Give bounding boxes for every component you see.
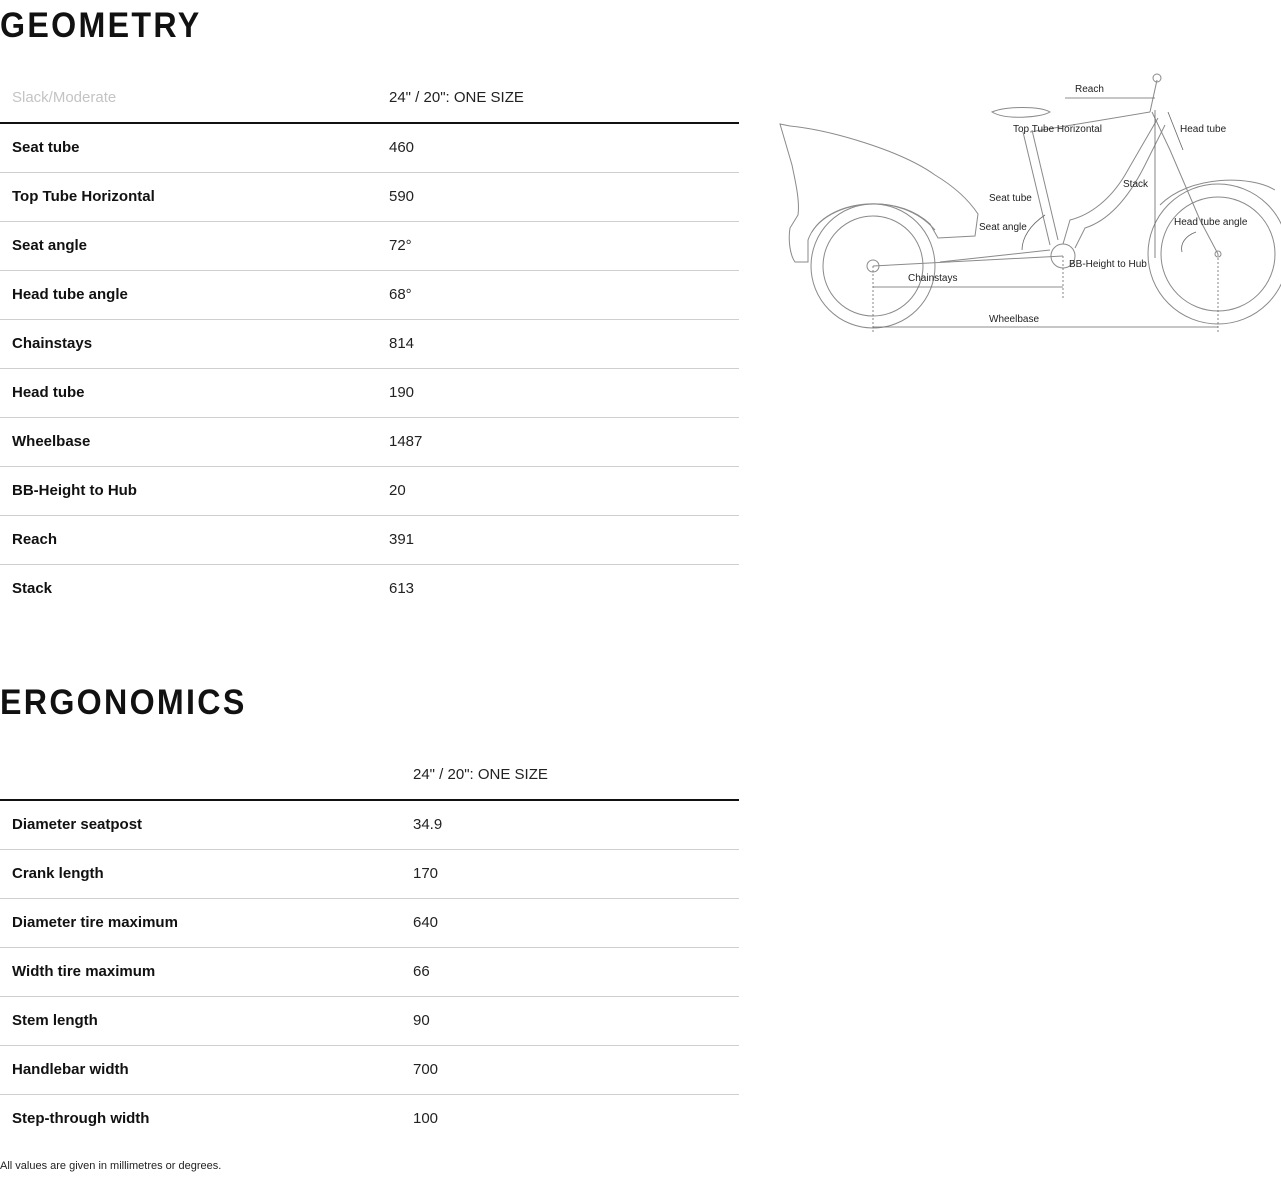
table-row	[0, 270, 739, 319]
row-value: 66	[401, 947, 739, 996]
row-value: 68°	[377, 270, 739, 319]
geometry-table-header	[0, 73, 739, 123]
row-value: 90	[401, 996, 739, 1045]
row-value: 700	[401, 1045, 739, 1094]
diagram-label-bb-height: BB-Height to Hub	[1069, 259, 1147, 270]
table-row	[0, 221, 739, 270]
row-value: 100	[413, 1110, 439, 1128]
row-label: Seat angle	[0, 221, 377, 270]
table-row	[0, 417, 739, 466]
row-label: Chainstays	[0, 319, 377, 368]
row-label: Head tube	[0, 368, 377, 417]
row-value: 170	[401, 849, 739, 898]
down-tube-lower	[1075, 125, 1165, 248]
row-label: Stack	[12, 580, 53, 598]
row-value: 640	[401, 898, 739, 947]
geometry-table	[0, 73, 739, 613]
table-row	[0, 800, 739, 849]
diagram-label-stack: Stack	[1123, 179, 1149, 190]
row-label: Diameter seatpost	[0, 800, 401, 849]
ergonomics-variant-label	[0, 750, 401, 800]
ergonomics-title: ERGONOMICS	[0, 683, 247, 722]
row-value: 1487	[377, 417, 739, 466]
row-label: Seat tube	[0, 123, 377, 172]
table-row	[0, 564, 739, 613]
row-value: 34.9	[401, 800, 739, 849]
diagram-label-head-tube-angle: Head tube angle	[1174, 217, 1248, 228]
table-row	[0, 515, 739, 564]
table-row	[0, 123, 739, 172]
diagram-label-wheelbase: Wheelbase	[989, 314, 1040, 325]
stem	[1150, 80, 1157, 112]
geometry-size-header: 24" / 20": ONE SIZE	[377, 73, 739, 123]
row-value: 814	[377, 319, 739, 368]
row-label: Top Tube Horizontal	[0, 172, 377, 221]
row-value: 190	[377, 368, 739, 417]
ergonomics-size-header: 24" / 20": ONE SIZE	[401, 750, 739, 800]
row-label: Wheelbase	[0, 417, 377, 466]
table-row	[0, 466, 739, 515]
row-value: 72°	[377, 221, 739, 270]
geometry-variant-label: Slack/Moderate	[0, 73, 377, 123]
ergonomics-table	[0, 750, 739, 1143]
units-footnote: All values are given in millimetres or degrees.	[0, 1160, 222, 1172]
diagram-label-chainstays: Chainstays	[908, 273, 958, 284]
table-row	[0, 898, 739, 947]
diagram-label-seat-tube: Seat tube	[989, 193, 1032, 204]
ergonomics-table-header	[0, 750, 739, 800]
table-row	[0, 849, 739, 898]
table-row	[0, 368, 739, 417]
geometry-title: GEOMETRY	[0, 6, 202, 45]
rear-mudguard	[812, 204, 935, 232]
row-value: 590	[377, 172, 739, 221]
bike-geometry-diagram	[775, 70, 1281, 332]
row-label: Diameter tire maximum	[0, 898, 401, 947]
diagram-label-seat-angle: Seat angle	[979, 222, 1027, 233]
row-value: 613	[389, 580, 415, 598]
cargo-box-outline	[780, 124, 978, 262]
head-angle-arc	[1182, 232, 1196, 252]
row-label: Head tube angle	[0, 270, 377, 319]
row-value: 391	[377, 515, 739, 564]
table-row	[0, 1045, 739, 1094]
table-row	[0, 996, 739, 1045]
row-label: Handlebar width	[0, 1045, 401, 1094]
saddle	[992, 108, 1050, 118]
row-label: Width tire maximum	[0, 947, 401, 996]
row-value: 20	[377, 466, 739, 515]
table-row	[0, 947, 739, 996]
row-label: Reach	[0, 515, 377, 564]
row-label: BB-Height to Hub	[0, 466, 377, 515]
table-row	[0, 172, 739, 221]
diagram-label-top-tube: Top Tube Horizontal	[1013, 124, 1102, 135]
row-label: Crank length	[0, 849, 401, 898]
diagram-label-reach: Reach	[1075, 84, 1104, 95]
diagram-label-head-tube: Head tube	[1180, 124, 1227, 135]
chainstay-frame	[873, 256, 1063, 266]
table-row	[0, 1094, 739, 1143]
row-label: Step-through width	[12, 1110, 150, 1128]
row-value: 460	[377, 123, 739, 172]
table-row	[0, 319, 739, 368]
row-label: Stem length	[0, 996, 401, 1045]
chainstay-frame-2	[940, 250, 1050, 262]
